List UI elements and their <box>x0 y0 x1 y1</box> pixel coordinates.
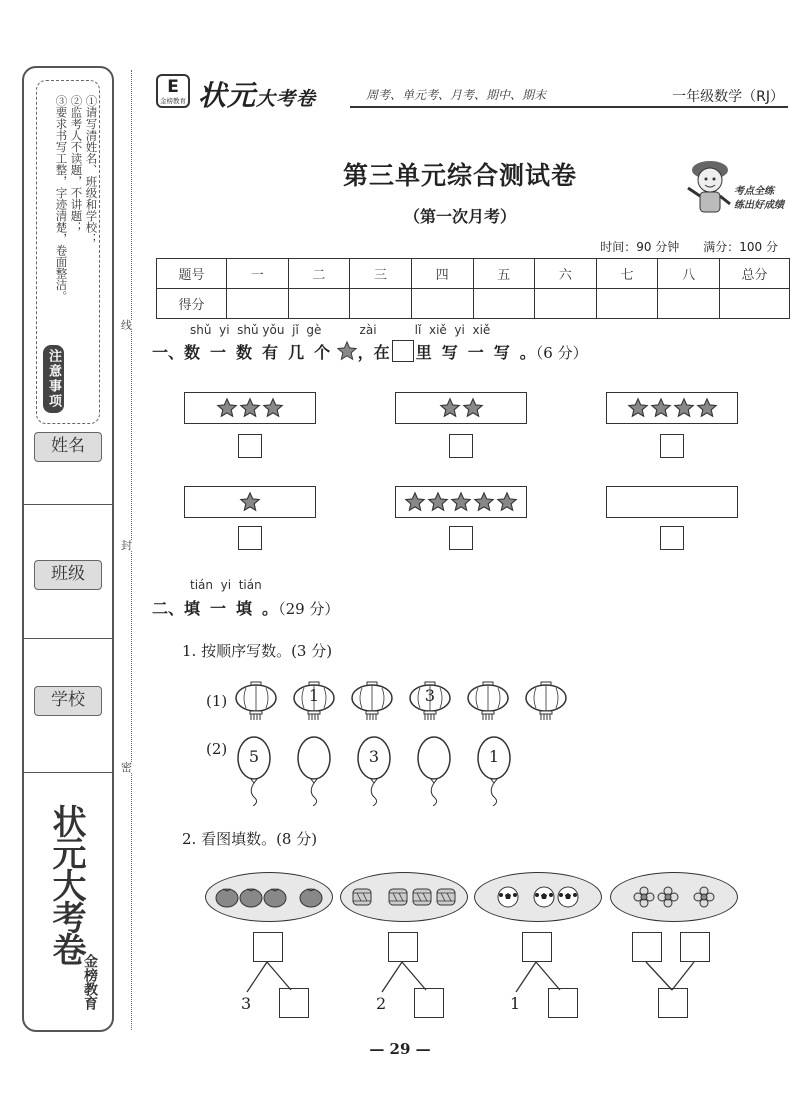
score-header-cell: 一 <box>227 259 289 289</box>
lantern-number[interactable]: 3 <box>424 686 436 705</box>
publisher-logo-glyph: E <box>167 77 179 97</box>
sidebar-logo-sub: 金榜教育 <box>82 954 98 1010</box>
page-subtitle: （第一次月考） <box>403 207 516 226</box>
notice-line-3: ③要求书写工整，字迹清楚，卷面整洁。 <box>54 95 69 302</box>
given-part-number: 3 <box>241 994 252 1013</box>
section2-pinyin: tián yi tián <box>190 578 262 592</box>
tree-branch <box>267 962 291 990</box>
time-and-score-info: 时间：90 分钟 满分：100 分 <box>600 240 778 254</box>
class-field-label: 班级 <box>34 560 102 590</box>
page-title: 第三单元综合测试卷 <box>342 161 577 190</box>
given-part-number: 2 <box>376 994 387 1013</box>
page-number: — 29 — <box>369 1040 431 1058</box>
section1-points: （6 分） <box>535 344 588 362</box>
score-row-label: 得分 <box>157 289 227 319</box>
tree-branch <box>247 962 267 992</box>
tree-branch <box>536 962 560 990</box>
lantern-number[interactable]: 1 <box>308 686 320 705</box>
brand-sub: 大考卷 <box>256 88 317 110</box>
sidebar-logo-text: 状元大考卷 <box>46 804 86 964</box>
question-2-1-label: 1. 按顺序写数。(3 分) <box>182 642 333 660</box>
score-header-cell: 三 <box>350 259 412 289</box>
section2-points: （29 分） <box>278 600 340 618</box>
tree-branch <box>672 962 694 990</box>
tree-branch <box>516 962 536 992</box>
notice-heading: 注意事项 <box>43 345 64 413</box>
notice-line-2: ②监考人不读题，不讲题； <box>69 95 84 233</box>
title-char: 几 <box>288 343 305 362</box>
balloon-number[interactable]: 1 <box>488 747 500 766</box>
balloon-number[interactable]: 5 <box>248 747 260 766</box>
title-char: ，在 <box>357 343 390 362</box>
title-char: 一 <box>210 343 227 362</box>
mascot-slogan-1: 考点全练 <box>734 186 774 197</box>
row-2-label: (2) <box>206 740 228 758</box>
tree-branch <box>646 962 672 990</box>
cut-line-char: 线 <box>121 319 132 332</box>
title-char: 数 <box>236 343 253 362</box>
title-char: 写 <box>493 343 510 362</box>
cut-line-char: 封 <box>121 539 132 552</box>
brand-main: 状元 <box>198 79 257 112</box>
row-1-label: (1) <box>206 692 228 710</box>
title-char: 填 <box>236 599 253 618</box>
name-field-label: 姓名 <box>34 432 102 462</box>
score-header-cell: 四 <box>411 259 473 289</box>
score-header-cell: 八 <box>658 259 720 289</box>
title-char: 里 <box>415 343 432 362</box>
mascot-slogan-2: 练出好成绩 <box>734 200 784 211</box>
brand-tagline: 周考、单元考、月考、期中、期末 <box>366 88 547 102</box>
score-header-cell: 五 <box>473 259 535 289</box>
tree-branch <box>382 962 402 992</box>
given-part-number: 1 <box>510 994 521 1013</box>
title-char: 一 <box>210 599 227 618</box>
title-char: 一 <box>467 343 484 362</box>
title-char: 一、数 <box>152 343 201 362</box>
title-char: 二、填 <box>152 599 201 618</box>
question-2-2-label: 2. 看图填数。(8 分) <box>182 830 318 848</box>
school-field-label: 学校 <box>34 686 102 716</box>
title-char: 。 <box>519 343 536 362</box>
publisher-logo-caption: 金榜教育 <box>160 97 186 105</box>
title-char: 有 <box>262 343 279 362</box>
tree-branch <box>402 962 426 990</box>
score-header-cell: 六 <box>535 259 597 289</box>
title-char: 。 <box>262 599 279 618</box>
grade-subject: 一年级数学（RJ） <box>672 89 784 105</box>
cut-line-char: 密 <box>121 761 132 774</box>
balloon-number[interactable]: 3 <box>368 747 380 766</box>
score-header-cell: 七 <box>596 259 658 289</box>
title-char: 个 <box>314 343 331 362</box>
score-header-cell: 二 <box>288 259 350 289</box>
section1-pinyin: shǔ yi shǔ yǒu jǐ gè zài lǐ xiě yi xiě <box>190 323 491 337</box>
title-char: 写 <box>441 343 458 362</box>
score-header-cell: 总分 <box>720 259 790 289</box>
notice-line-1: ①请写清姓名、班级和学校； <box>84 95 99 245</box>
score-header-cell: 题号 <box>157 259 227 289</box>
